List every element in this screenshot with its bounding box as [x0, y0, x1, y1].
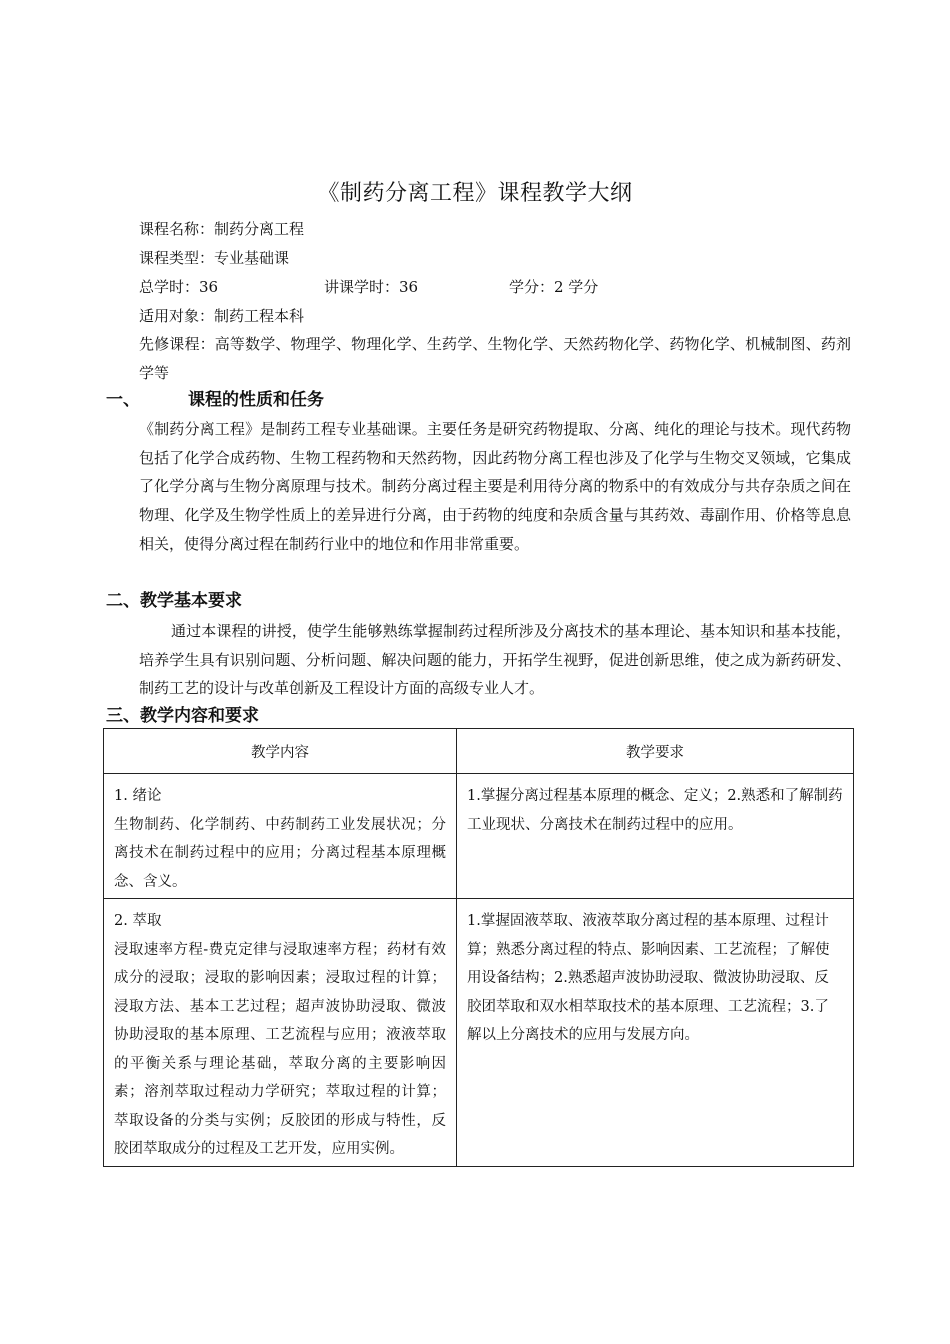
syllabus-table — [103, 728, 854, 1167]
section1-title: 课程的性质和任务 — [188, 390, 324, 410]
lecture-hours: 讲课学时：36 — [324, 278, 419, 296]
section1-heading — [106, 390, 324, 410]
prerequisites: 先修课程：高等数学、物理学、物理化学、生药学、生物化学、天然药物化学、药物化学、机械制图、药剂学等 — [139, 335, 851, 382]
content-title: 2. 萃取 — [114, 913, 162, 929]
content-body: 浸取速率方程-费克定律与浸取速率方程；药材有效成分的浸取；浸取的影响因素；浸取过程的计算；浸取方法、基本工艺过程；超声波协助浸取、微波协助浸取的基本原理、工艺流程与应用；液液萃取的平衡关系与理论基础，萃取分离的主要影响因素；溶剂萃取过程动力学研究；萃取过程的计算；萃取设备的分类与实例；反胶团的形成与特性，反胶团萃取成分的过程及工艺开发，应用实例。 — [114, 941, 446, 1157]
requirement-cell: 1.掌握分离过程基本原理的概念、定义；2.熟悉和了解制药工业现状、分离技术在制药过程中的应用。 — [457, 774, 854, 899]
content-cell — [104, 774, 457, 899]
content-body: 生物制药、化学制药、中药制药工业发展状况；分离技术在制药过程中的应用；分离过程基本原理概念、含义。 — [114, 816, 446, 890]
credits: 学分：2 学分 — [509, 278, 599, 296]
document-title: 《制药分离工程》课程教学大纲 — [317, 181, 633, 206]
section1-number: 一、 — [106, 390, 140, 410]
content-cell — [104, 899, 457, 1167]
section2-body: 通过本课程的讲授，使学生能够熟练掌握制药过程所涉及分离技术的基本理论、基本知识和基本技能，培养学生具有识别问题、分析问题、解决问题的能力，开拓学生视野，促进创新思维，使之成为新药研发、制药工艺的设计与改革创新及工程设计方面的高级专业人才。 — [139, 622, 851, 698]
section1-body: 《制药分离工程》是制药工程专业基础课。主要任务是研究药物提取、分离、纯化的理论与技术。现代药物包括了化学合成药物、生物工程药物和天然药物，因此药物分离工程也涉及了化学与生物交叉领域，它集成了化学分离与生物分离原理与技术。制药分离过程主要是利用待分离的物系中的有效成分与共存杂质之间在物理、化学及生物学性质上的差异进行分离，由于药物的纯度和杂质含量与其药效、毒副作用、价格等息息相关，使得分离过程在制药行业中的地位和作用非常重要。 — [139, 420, 851, 553]
course-type: 课程类型：专业基础课 — [139, 249, 290, 267]
header-content: 教学内容 — [104, 729, 457, 774]
table-row — [104, 899, 854, 1167]
total-hours: 总学时：36 — [139, 278, 219, 296]
audience: 适用对象：制药工程本科 — [139, 307, 305, 325]
course-name: 课程名称：制药分离工程 — [139, 220, 305, 238]
section2-heading: 二、教学基本要求 — [106, 591, 242, 611]
requirement-cell: 1.掌握固液萃取、液液萃取分离过程的基本原理、过程计算；熟悉分离过程的特点、影响因素、工艺流程；了解使用设备结构；2.熟悉超声波协助浸取、微波协助浸取、反胶团萃取和双水相萃取技术的基本原理、工艺流程；3.了解以上分离技术的应用与发展方向。 — [457, 899, 854, 1167]
table-header-row — [104, 729, 854, 774]
header-requirement: 教学要求 — [457, 729, 854, 774]
table-row — [104, 774, 854, 899]
content-title: 1. 绪论 — [114, 788, 162, 804]
hours-row — [139, 277, 598, 297]
section3-heading: 三、教学内容和要求 — [106, 706, 259, 726]
